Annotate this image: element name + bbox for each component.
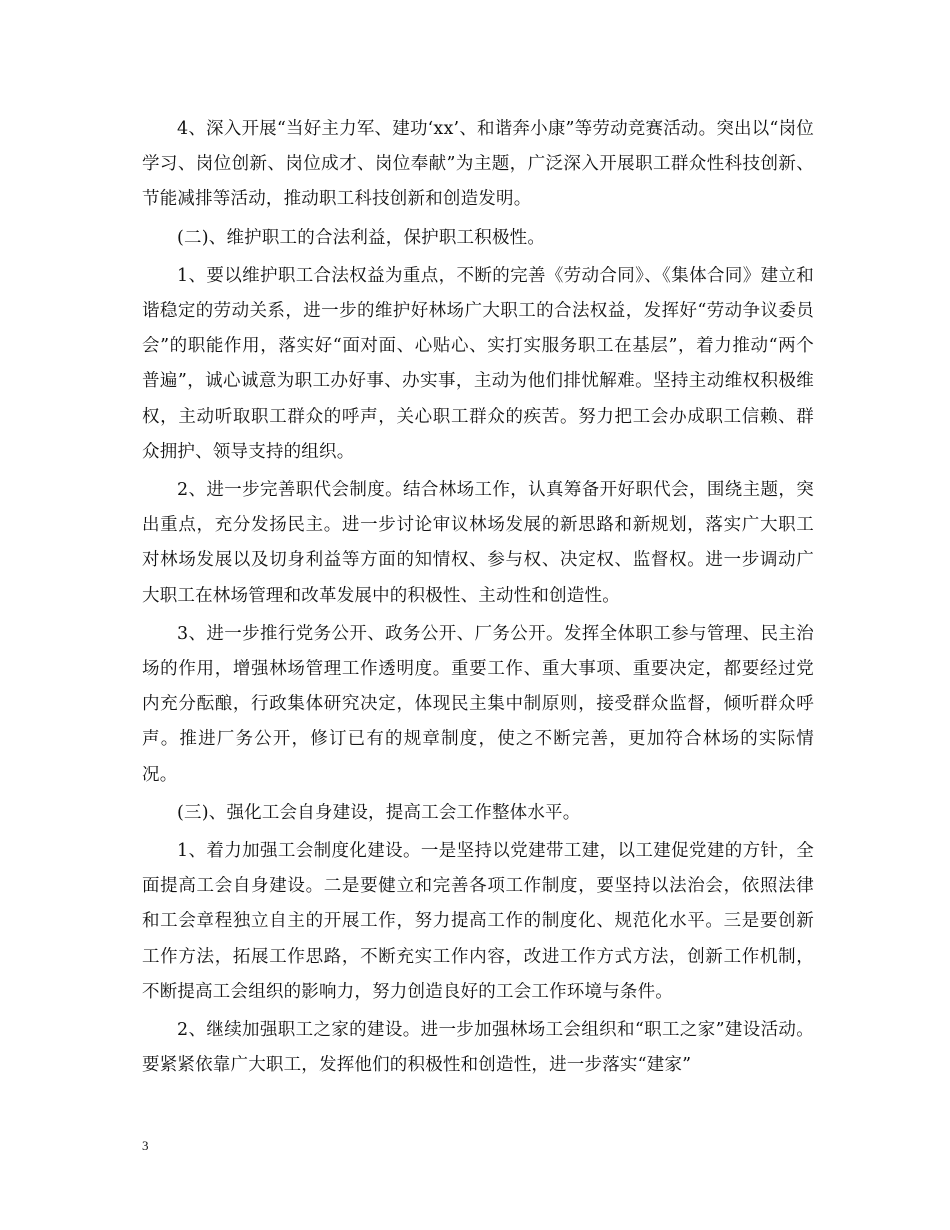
section-heading-protect-workers: (二)、维护职工的合法利益，保护职工积极性。 — [177, 227, 546, 248]
section-heading-strengthen-union: (三)、强化工会自身建设，提高工会工作整体水平。 — [177, 802, 581, 823]
paragraph-item-1-institution: 1、着力加强工会制度化建设。一是坚持以党建带工建，以工建促党建的方针，全面提高工会自身建设。二是要健立和完善各项工作制度，要坚持以法治会，依照法律和工会章程独立自主的开展工作，努力提高工作的制度化、规范化水平。三是要创新工作方法，拓展工作思路，不断充实工作内容，改进工作方式方法，创新工作机制，不断提高工会组织的影响力，努力创造良好的工会工作环境与条件。 — [142, 841, 814, 1002]
paragraph-item-1-rights: 1、要以维护职工合法权益为重点，不断的完善《劳动合同》、《集体合同》建立和谐稳定的劳动关系，进一步的维护好林场广大职工的合法权益，发挥好“劳动争议委员会”的职能作用，落实好“面对面、心贴心、实打实服务职工在基层”，着力推动“两个普遍”，诚心诚意为职工办好事、办实事，主动为他们排忧解难。坚持主动维权积极维权，主动听取职工群众的呼声，关心职工群众的疾苦。努力把工会办成职工信赖、群众拥护、领导支持的组织。 — [142, 265, 814, 462]
paragraph-item-4-labor-competition: 4、深入开展“当好主力军、建功‘xx’、和谐奔小康”等劳动竞赛活动。突出以“岗位学习、岗位创新、岗位成才、岗位奉献”为主题，广泛深入开展职工群众性科技创新、节能减排等活动，推动职工科技创新和创造发明。 — [142, 119, 814, 210]
document-body — [142, 112, 814, 1086]
paragraph-item-3-openness: 3、进一步推行党务公开、政务公开、厂务公开。发挥全体职工参与管理、民主治场的作用，增强林场管理工作透明度。重要工作、重大事项、重要决定，都要经过党内充分酝酿，行政集体研究决定，体现民主集中制原则，接受群众监督，倾听群众呼声。推进厂务公开，修订已有的规章制度，使之不断完善，更加符合林场的实际情况。 — [142, 623, 814, 785]
page-number: 3 — [142, 1138, 149, 1153]
paragraph-item-2-workers-home: 2、继续加强职工之家的建设。进一步加强林场工会组织和“职工之家”建设活动。要紧紧依靠广大职工，发挥他们的积极性和创造性，进一步落实“建家” — [142, 1020, 814, 1076]
paragraph-item-2-congress: 2、进一步完善职代会制度。结合林场工作，认真筹备开好职代会，围绕主题，突出重点，充分发扬民主。进一步讨论审议林场发展的新思路和新规划，落实广大职工对林场发展以及切身利益等方面的知情权、参与权、决定权、监督权。进一步调动广大职工在林场管理和改革发展中的积极性、主动性和创造性。 — [142, 480, 814, 606]
